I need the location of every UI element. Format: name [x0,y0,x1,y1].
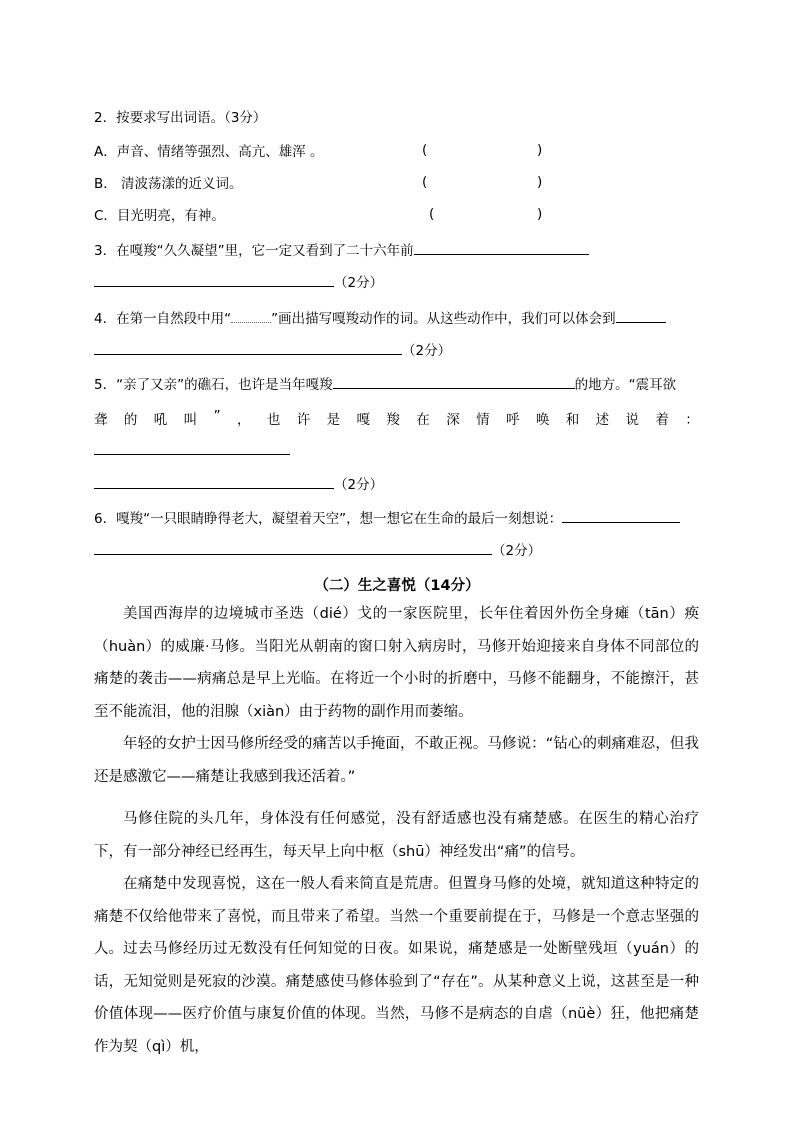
q4-answer-blank-2[interactable] [94,340,402,355]
q3-answer-blank-2[interactable] [94,272,334,287]
q5-line4 [94,474,383,495]
q4-prompt-after: ”画出描写嘎羧动作的词。从这些动作中，我们可以体会到 [271,311,616,327]
q2-option-a: A．声音、情绪等强烈、高亢、雄浑 。 [94,144,324,160]
q3-answer-blank-1[interactable] [414,240,589,255]
passage-line: 马修住院的头几年，身体没有任何感觉，没有舒适感也没有痛楚感。在医生的精心治疗下，有 [94,811,699,860]
q5-char: 在 [416,412,430,428]
passage-line: 是感激它——痛楚让我感到我还活着。” [108,768,356,785]
q5-spread-line [94,408,699,428]
q6-line2 [94,540,541,561]
passage-paragraph-2 [94,728,699,793]
q5-prompt-before: 5．“亲了又亲”的礁石，也许是当年嘎羧 [94,377,333,393]
passage-paragraph-3 [94,803,699,868]
passage-line: 年轻的女护士因马修所经受的痛苦以手掩面，不敢正视。马修说：“钻心的刺痛难忍，但我还 [94,736,699,785]
q4-answer-blank-1[interactable] [616,308,666,323]
q5-answer-blank-1[interactable] [333,374,575,389]
q3-prompt: 3．在嘎羧“久久凝望”里，它一定又看到了二十六年前 [94,243,414,259]
q4-text [94,308,666,329]
q5-char: 说 [625,412,640,428]
q4-score: （2分） [402,343,452,359]
q5-char: 和 [565,412,580,428]
q5-char: 呼 [505,412,520,428]
q2-b-paren-close: ) [537,174,543,190]
q2-a-paren-close: ) [537,142,543,158]
q5-char: 羧 [386,412,400,428]
q3-score: （2分） [334,275,384,291]
q5-prompt-after: 的地方。“震耳欲 [574,377,677,393]
q5-char: 深 [446,412,460,428]
passage-line: ——医疗价值与康复价值的体现。当然，马修不是病态的自虐（nüè）狂，他把痛楚作为契（qì）机， [94,1006,699,1055]
passage-line: 在痛楚中发现喜悦，这在一般人看来简直是荒唐。但置身马修的处境，就知道这种特定的痛楚 [94,876,699,925]
passage-paragraph-1 [94,598,699,728]
q4-line2 [94,340,451,361]
q5-answer-blank-2[interactable] [94,440,290,455]
q5-char: 述 [595,412,610,428]
passage-line: n）的威廉·马修。当阳光从朝南的窗口射入病房时，马修开始迎接来自身体不同部位的痛楚的袭击 [94,638,700,687]
q5-char: ” [213,408,221,424]
q5-char: 着 [655,412,669,428]
q5-char: ： [685,412,699,428]
q2-option-c: C．目光明亮，有神。 [94,208,225,224]
passage-line: 不仅给他带来了喜悦，而且带来了希望。当然一个重要前提在于，马修是一个意志坚强的人。 [94,908,700,957]
q6-score: （2分） [492,543,542,559]
q5-score: （2分） [334,477,384,493]
passage-line: 的泪腺（xiàn）由于药物的副作用而萎缩。 [195,703,473,720]
q5-char: 是 [326,412,341,428]
q6-answer-blank-1[interactable] [562,508,680,523]
q2-b-paren-open: ( [422,174,428,190]
q5-char: 情 [476,412,490,428]
q5-text [94,374,676,395]
q3-line2 [94,272,383,293]
q3-text [94,240,589,261]
q2-c-paren-open: ( [429,206,435,222]
q5-char: 许 [296,412,311,428]
q5-char: 聋 [94,412,108,428]
q2-c-paren-close: ) [537,206,543,222]
passage-line: ——病痛总是早上光临。在将近一个小时的折磨中，马修不能翻身，不能擦汗，甚至不能流泪，他 [94,671,700,720]
q2-option-b: B． 清波荡漾的近义词。 [94,176,243,192]
q5-char: 唤 [535,412,550,428]
q5-char: 吼 [153,412,168,428]
section-title: （二）生之喜悦（14分） [314,578,480,594]
q5-char: 也 [266,412,281,428]
wavy-underline-mark [231,310,271,323]
q5-char: ， [236,412,251,428]
q4-prompt-before: 4．在第一自然段中用“ [94,311,232,327]
q5-char: 嘎 [356,412,371,428]
q2-stem: 2．按要求写出词语。（3分） [94,110,267,126]
q6-text [94,508,680,529]
q5-char: 叫 [183,412,198,428]
q5-line3 [94,440,290,461]
passage-line: 知觉则是死寂的沙漠。痛楚感使马修体验到了“存在”。从某种意义上说，这甚至是一种价值体现 [94,973,699,1022]
passage-line: 一部分神经已经再生，每天早上向中枢（shū）神经发出“痛”的信号。 [137,843,585,860]
passage-paragraph-5 [94,933,699,1063]
q6-prompt: 6．嘎羧“一只眼睛睁得老大，凝望着天空”，想一想它在生命的最后一刻想说： [94,511,563,527]
q5-answer-blank-3[interactable] [94,474,334,489]
passage-line: 过去马修经历过无数没有任何知觉的日夜。如果说，痛楚感是一处断壁残垣（yuán）的话，无 [94,941,699,990]
q6-answer-blank-2[interactable] [94,540,492,555]
q2-a-paren-open: ( [422,142,428,158]
q5-char: 的 [123,412,138,428]
passage-line: 美国西海岸的边境城市圣迭（dié）戈的一家医院里，长年住着因外伤全身瘫（tān）痪（huà [94,606,699,655]
